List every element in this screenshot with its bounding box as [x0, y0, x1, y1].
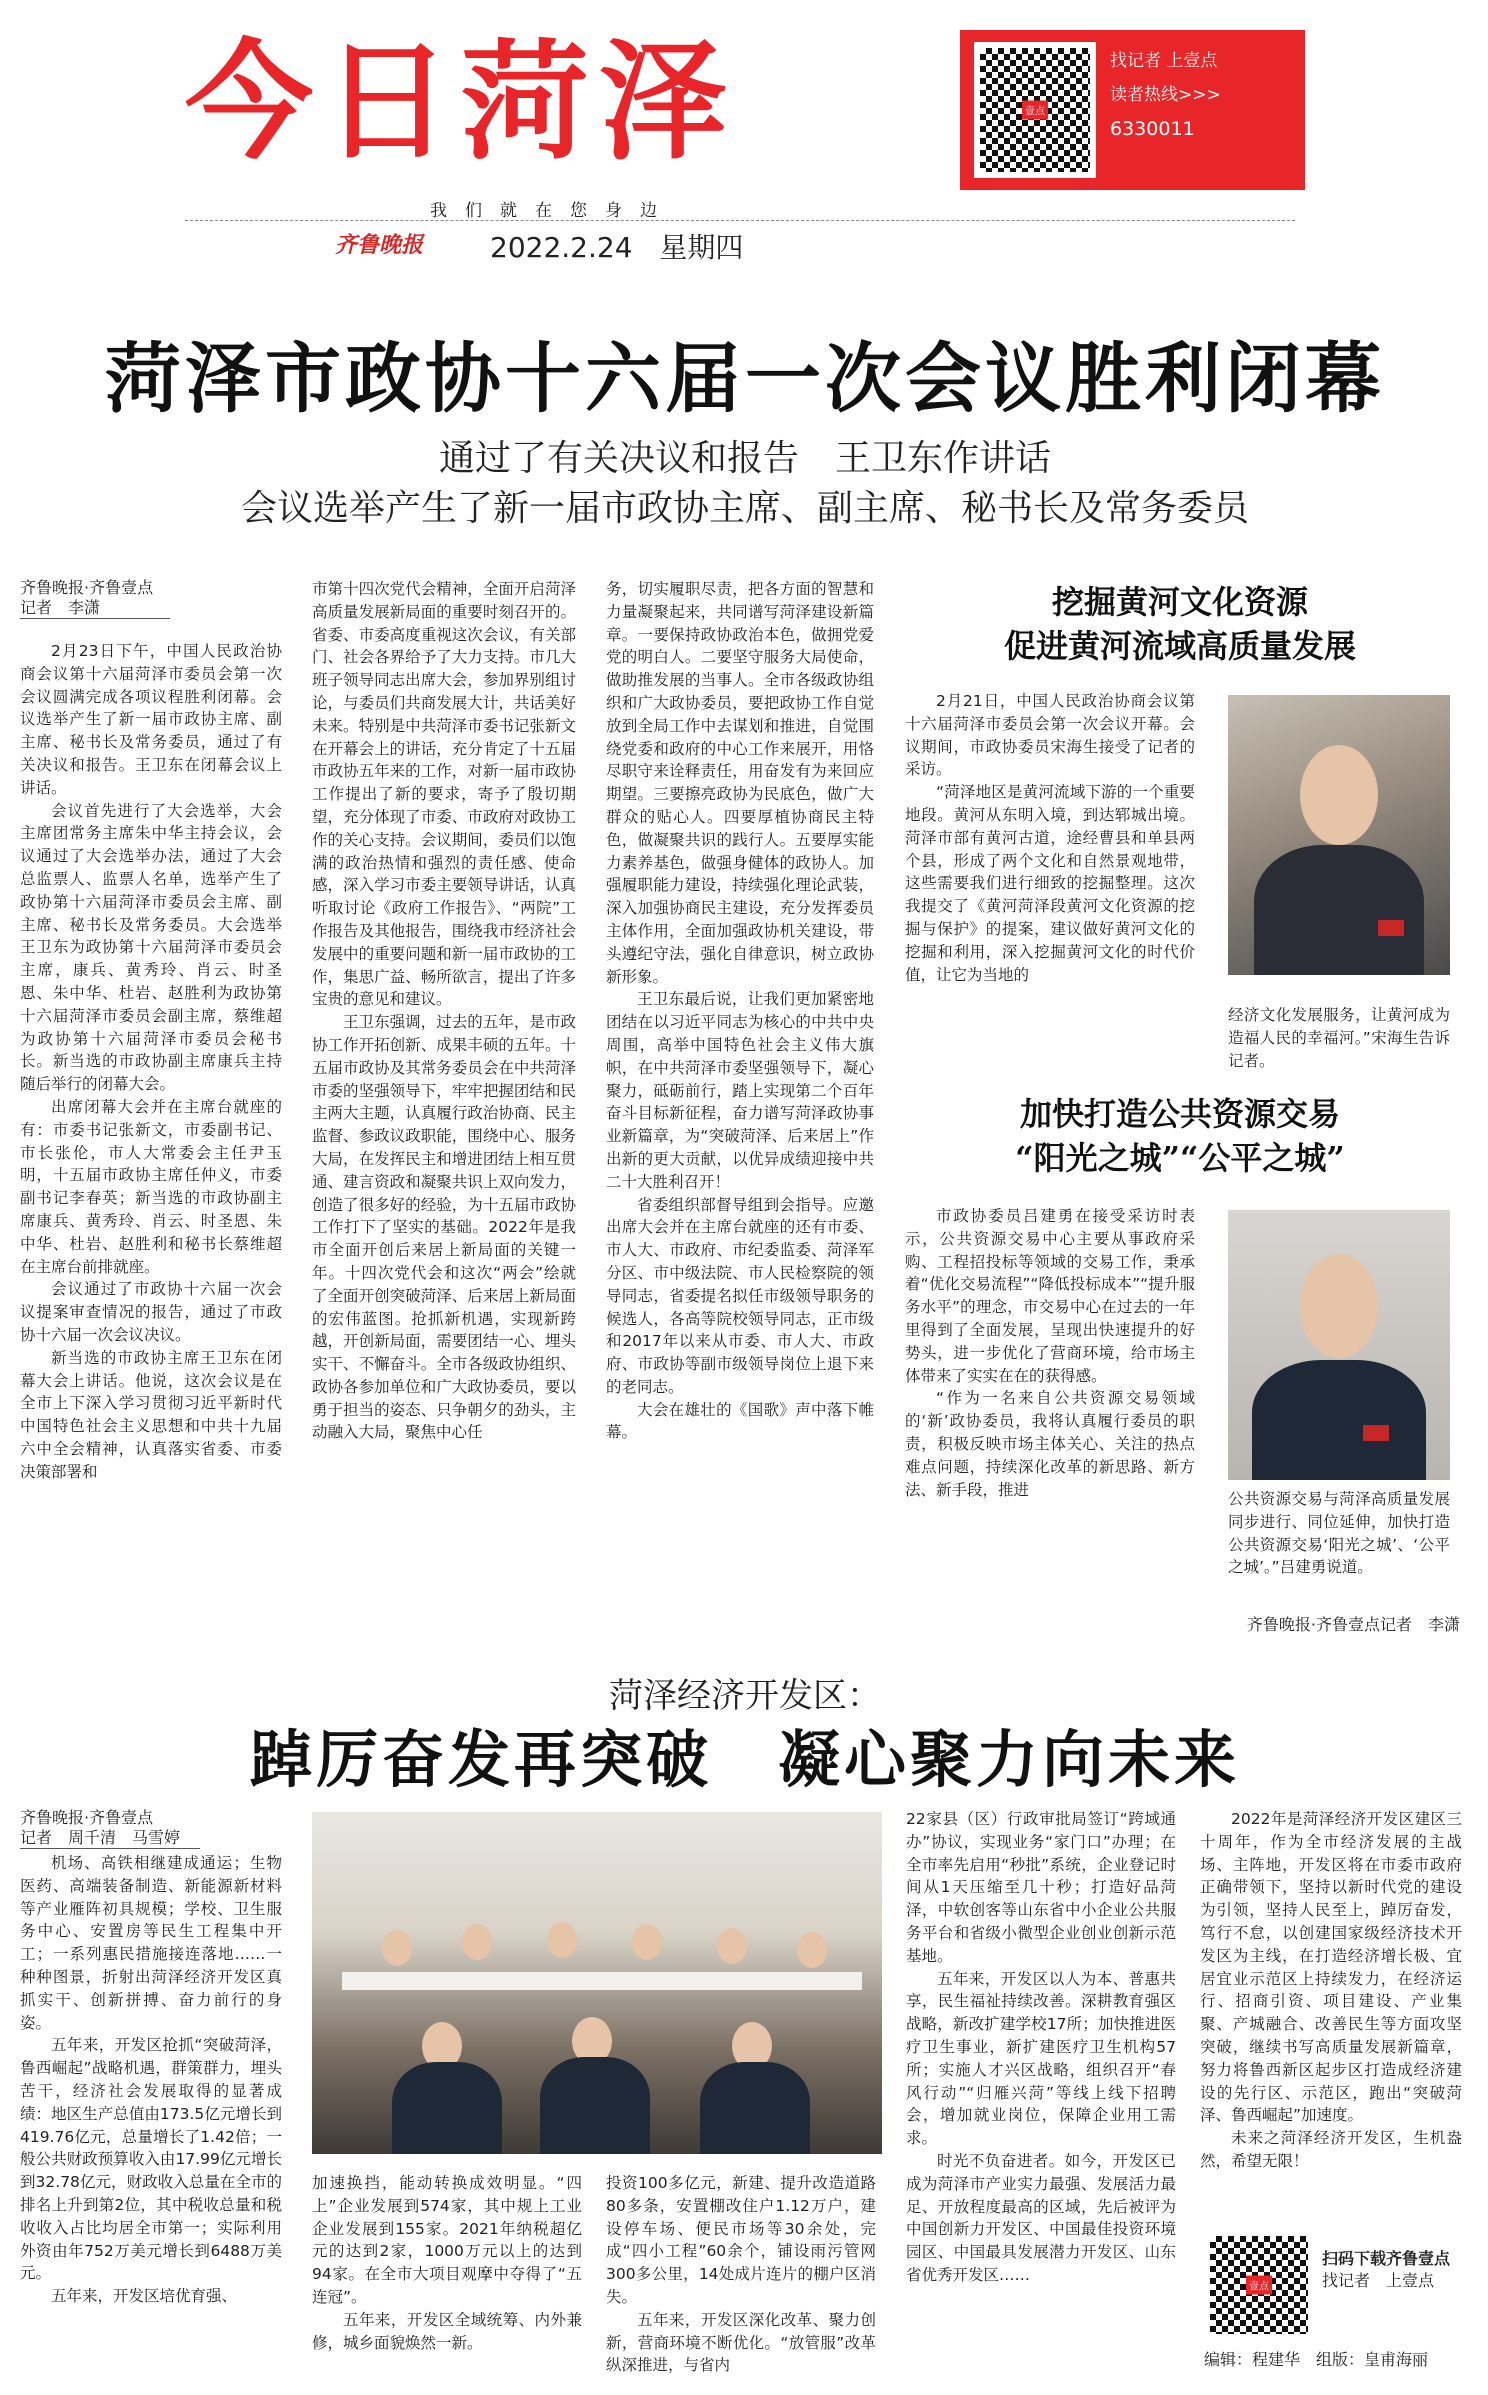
second-paragraph: 五年来，开发区全域统筹、内外兼修，城乡面貌焕然一新。 [312, 2310, 582, 2352]
side1-headline-line1: 挖掘黄河文化资源 [1051, 583, 1308, 621]
newspaper-brand: 齐鲁晚报 [335, 232, 424, 258]
lead-paragraph: 市第十四次党代会精神，全面开启菏泽高质量发展新局面的重要时刻召开的。省委、市委高度重视这次会议，有关部门、社会各界给予了大力支持。市几大班子领导同志出席大会，参加界别组讨论，与委员们共商发展大计，共话美好未来。特别是中共菏泽市委书记张新文在开幕会上的讲话，充分肯定了十五届市政协五年来的工作，对新一届市政协工作提出了新的要求，寄予了殷切期望，充分体现了市委、市政府对政协工作的关心支持。会议期间，委员们以饱满的政治热情和强烈的责任感、使命感，深入学习市委主要领导讲话，认真听取讨论《政府工作报告》、“两院”工作报告及其他报告，围绕我市经济社会发展中的重要问题和新一届市政协的工作，集思广益、畅所欲言，提出了许多宝贵的意见和建议。 [312, 580, 576, 1009]
second-paragraph: 22家县（区）行政审批局签订“跨域通办”协议，实现业务“家门口”办理；在全市率先启用“秒批”系统，企业登记时间从1天压缩至几十秒；打造好品菏泽，中软创客等山东省中小企业公共服务平台和省级小微型企业创业创新示范基地。 [906, 1810, 1176, 1965]
second-paragraph: 加速换挡，能动转换成效明显。“四上”企业发展到574家，其中规上工业企业发展到155家。2021年纳税超亿元的达到2家，1000万元以上的达到94家。在全市大项目观摩中夺得了“五连冠”。 [312, 2174, 582, 2306]
lead-paragraph: 王卫东强调，过去的五年，是市政协工作开拓创新、成果丰硕的五年。十五届市政协及其常务委员会在中共菏泽市委的坚强领导下，牢牢把握团结和民主两大主题，认真履行政治协商、民主监督、参政议政职能，围绕中心、服务大局，在发挥民主和增进团结上相互贯通、建言资政和凝聚共识上双向发力，创造了很多好的经验，为十五届市政协工作打下了坚实的基础。2022年是我市全面开创后来居上新局面的关键一年。十四次党代会和这次“两会”绘就了全面开创突破菏泽、后来居上新局面的宏伟蓝图。抢抓新机遇，实现新跨越，开创新局面，需要团结一心、埋头实干、不懈奋斗。全市各级政协组织、政协各参加单位和广大政协委员，要以勇于担当的姿态、只争朝夕的劲头，主动融入大局，聚焦中心任 [312, 1013, 576, 1442]
side1-headline-line2: 促进黄河流域高质量发展 [1003, 627, 1356, 665]
lead-paragraph: 会议首先进行了大会选举，大会主席团常务主席朱中华主持会议，会议通过了大会选举办法，通过了大会总监票人、监票人名单，选举产生了政协第十六届菏泽市委员会主席、副主席、秘书长及常务委员。大会选举王卫东为政协第十六届菏泽市委员会主席，康兵、黄秀玲、肖云、时圣恩、朱中华、杜岩、赵胜利为政协第十六届菏泽市委员会副主席，蔡维超为政协第十六届菏泽市委员会秘书长。新当选的市政协副主席康兵主持随后举行的闭幕大会。 [20, 801, 282, 1094]
side2-portrait-photo [1228, 1210, 1450, 1480]
attendee-head [382, 1930, 412, 1966]
side2-body [905, 1205, 1195, 1585]
second-byline [20, 1808, 280, 1849]
qr-line-reporter: 找记者 上壹点 [1110, 51, 1218, 71]
lead-paragraph: 王卫东最后说，让我们更加紧密地团结在以习近平同志为核心的中共中央周围，高举中国特色社会主义伟大旗帜，在中共菏泽市委坚强领导下，凝心聚力，砥砺前行，踏上实现第二个百年奋斗目标新征程，奋力谱写菏泽政协事业新篇章，为“突破菏泽、后来居上”作出新的更大贡献，以优异成绩迎接中共二十大胜利召开！ [606, 990, 874, 1191]
second-byline-reporters: 记者 周千清 马雪婷 [20, 1828, 200, 1849]
lead-byline-outlet: 齐鲁晚报·齐鲁壹点 [20, 578, 154, 597]
side1-caption: 经济文化发展服务，让黄河成为造福人民的幸福河。”宋海生告诉记者。 [1228, 1006, 1450, 1070]
qr-code[interactable] [974, 42, 1096, 178]
page-editors: 编辑：程建华 组版：皇甫海丽 [1204, 2350, 1429, 2369]
lead-paragraph: 务，切实履职尽责，把各方面的智慧和力量凝聚起来，共同谱写菏泽建设新篇章。一要保持政协政治本色，做拥党爱党的明白人。二要坚守服务大局使命，做助推发展的当事人。全市各级政协组织和广大政协委员，要把政协工作自觉放到全局工作中去谋划和推进，自觉围绕党委和政府的中心工作来展开，用恪尽职守来诠释责任，用奋发有为来回应期望。三要擦亮政协为民底色，做广大群众的贴心人。四要厚植协商民主特色，做凝聚共识的践行人。五要厚实能力素养基色，做强身健体的政协人。加强履职能力建设，持续强化理论武装，深入加强协商民主建设，充分发挥委员主体作用，全面加强政协机关建设，带头遵纪守法，强化自律意识，树立政协新形象。 [606, 580, 874, 986]
issue-weekday: 星期四 [659, 231, 744, 264]
side2-caption: 公共资源交易与菏泽高质量发展同步进行、同位延伸，加快打造公共资源交易‘阳光之城’、‘公平之城’。”吕建勇说道。 [1228, 1490, 1450, 1577]
side2-headline-line2: “阳光之城”“公平之城” [1015, 1139, 1345, 1177]
delegate-badge [1363, 1425, 1389, 1441]
side1-headline [900, 580, 1460, 668]
attendee-head [632, 1924, 662, 1960]
masthead-slogan: 我们就在您身边 [430, 201, 675, 221]
lead-paragraph: 会议通过了市政协十六届一次会议提案审查情况的报告，通过了市政协十六届一次会议决议。 [20, 1280, 282, 1344]
lead-paragraph: 2月23日下午，中国人民政治协商会议第十六届菏泽市委员会第一次会议圆满完成各项议程胜利闭幕。会议选举产生了新一届市政协主席、副主席、秘书长及常务委员，通过了有关决议和报告。王卫东在闭幕会议上讲话。 [20, 642, 282, 797]
side2-headline [900, 1092, 1460, 1180]
second-paragraph: 投资100多亿元，新建、提升改造道路80多条，安置棚改住户1.12万户，建设停车场、便民市场等30余处，完成“四小工程”60余个，铺设雨污管网300多公里，14处成片连片的棚户区消失。 [606, 2174, 876, 2306]
side1-portrait-photo [1228, 695, 1450, 975]
side2-headline-line1: 加快打造公共资源交易 [1019, 1095, 1340, 1133]
second-paragraph: 五年来，开发区培优育强、 [51, 2287, 238, 2306]
issue-date: 2022.2.24 [490, 231, 633, 264]
side1-paragraph: 2月21日，中国人民政治协商会议第十六届菏泽市委员会第一次会议开幕。会议期间，市政协委员宋海生接受了记者的采访。 [905, 692, 1195, 779]
lead-headline: 菏泽市政协十六届一次会议胜利闭幕 [105, 334, 1385, 423]
lead-column-1 [20, 640, 282, 1600]
second-paragraph: 时光不负奋进者。如今，开发区已成为菏泽市产业实力最强、发展活力最足、开放程度最高的区域，先后被评为中国创新力开发区、中国最佳投资环境园区、中国最具发展潜力开发区、山东省优秀开发区…… [906, 2151, 1176, 2284]
delegate-badge [1378, 920, 1404, 936]
lead-column-2 [312, 578, 576, 1600]
lead-paragraph: 省委组织部督导组到会指导。应邀出席大会并在主席台就座的还有市委、市人大、市政府、市纪委监委、菏泽军分区、市中级法院、市人民检察院的领导同志，省委提名拟任市级领导职务的候选人，各高等院校领导同志，正市级和2017年以来从市委、市人大、市政府、市政协等副市级领导岗位上退下来的老同志。 [606, 1195, 874, 1396]
second-headline: 踔厉奋发再突破 凝心聚力向未来 [249, 1723, 1240, 1796]
lead-column-3 [606, 578, 874, 1600]
issue-dateline [490, 226, 743, 266]
second-paragraph: 五年来，开发区深化改革、聚力创新，营商环境不断优化。“放管服”改革纵深推进，与省内 [606, 2310, 876, 2375]
scan-download-text [1322, 2248, 1450, 2292]
second-column-2 [312, 2172, 582, 2382]
second-paragraph: 五年来，开发区抢抓“突破菏泽，鲁西崛起”战略机遇，群策群力，埋头苦干，经济社会发展取得的显著成绩：地区生产总值由173.5亿元增长到419.76亿元，总量增长了1.42倍；一般公共财政预算收入由17.99亿元增长到32.78亿元，财政收入总量在全市的排名上升到第2位，其中税收总量和税收收入占比均居全市第一；实际利用外资由年752万美元增长到6488万美元。 [20, 2036, 282, 2283]
attendee-head [547, 1922, 577, 1958]
lead-paragraph: 大会在雄壮的《国歌》声中落下帷幕。 [606, 1400, 874, 1442]
portrait-face [1300, 1254, 1378, 1358]
meeting-table [342, 1972, 862, 1990]
second-column-3 [606, 2172, 876, 2382]
masthead-title: 今日菏泽 [185, 28, 738, 177]
second-column-5 [1200, 1808, 1462, 2208]
app-download-qr-code[interactable] [1204, 2230, 1314, 2340]
attendee-body [392, 2062, 502, 2154]
scan-download-line1: 扫码下载齐鲁壹点 [1322, 2249, 1451, 2268]
second-column-4 [906, 1808, 1176, 2382]
lead-subhead-2: 会议选举产生了新一届市政协主席、副主席、秘书长及常务委员 [240, 488, 1249, 529]
scan-download-line2: 找记者 上壹点 [1322, 2271, 1435, 2290]
second-paragraph: 五年来，开发区以人为本、普惠共享，民生福祉持续改善。深耕教育强区战略，新改扩建学校17所；加快推进医疗卫生事业，新扩建医疗卫生机构57所；实施人才兴区战略，组织召开“春风行动”“归雁兴菏”等线上线下招聘会，增加就业岗位，保障企业用工需求。 [906, 1969, 1176, 2148]
portrait-jacket [1252, 1360, 1426, 1480]
qr-line-phone: 6330011 [1110, 118, 1195, 140]
attendee-body [700, 2062, 810, 2154]
second-paragraph: 机场、高铁相继建成通运；生物医药、高端装备制造、新能源新材料等产业雁阵初具规模；学校、卫生服务中心、安置房等民生工程集中开工；一系列惠民措施接连落地……一种种图景，折射出菏泽经济开发区真抓实干、创新拼搏、奋力前行的身姿。 [20, 1854, 282, 2032]
portrait-face [1300, 745, 1378, 845]
attendee-head [717, 1928, 747, 1964]
side2-byline: 齐鲁晚报·齐鲁壹点记者 李潇 [1246, 1615, 1460, 1634]
lead-subhead-1: 通过了有关决议和报告 王卫东作讲话 [438, 438, 1051, 479]
qr-line-hotline: 读者热线>>> [1110, 85, 1221, 105]
lead-byline [20, 578, 280, 619]
second-paragraph: 2022年是菏泽经济开发区建区三十周年，作为全市经济发展的主战场、主阵地，开发区将在市委市政府正确带领下，坚持以新时代党的建设为引领，坚持人民至上，踔厉奋发，笃行不怠，以创建国家级经济技术开发区为主线，在打造经济增长极、宜居宜业示范区上持续发力，在经济运行、招商引资、项目建设、产业集聚、产城融合、改善民生等方面攻坚突破，继续书写高质量发展新篇章，努力将鲁西新区起步区打造成经济建设的先行区、示范区，跑出“突破菏泽、鲁西崛起”加速度。 [1200, 1810, 1462, 2125]
second-paragraph: 未来之菏泽经济开发区，生机盎然，希望无限！ [1200, 2129, 1462, 2170]
qr-logo: 壹点 [1022, 101, 1048, 120]
lead-byline-reporter: 记者 李潇 [20, 598, 170, 619]
portrait-suit [1254, 845, 1424, 975]
attendee-body [540, 2057, 650, 2154]
masthead-divider [185, 220, 1295, 221]
lead-paragraph: 新当选的市政协主席王卫东在闭幕大会上讲话。他说，这次会议是在全市上下深入学习贯彻习近平新时代中国特色社会主义思想和中共十九届六中全会精神，认真落实省委、市委决策部署和 [20, 1348, 282, 1481]
second-column-1 [20, 1852, 282, 2382]
second-kicker: 菏泽经济开发区： [609, 1676, 881, 1716]
side2-paragraph: 市政协委员吕建勇在接受采访时表示，公共资源交易中心主要从事政府采购、工程招投标等领域的交易工作，秉承着“优化交易流程”“降低投标成本”“提升服务水平”的理念，市交易中心在过去的一年里得到了全面发展，呈现出快速提升的好势头，进一步优化了营商环境，给市场主体带来了实实在在的获得感。 [905, 1207, 1195, 1385]
lead-paragraph: 出席闭幕大会并在主席台就座的有：市委书记张新文，市委副书记、市长张伦，市人大常委会主任尹玉明，十五届市政协主席任仲义，市委副书记李春英；新当选的市政协副主席康兵、黄秀玲、肖云、时圣恩、朱中华、杜岩、赵胜利和秘书长蔡维超在主席台前排就座。 [20, 1097, 282, 1276]
attendee-head [462, 1924, 492, 1960]
second-byline-outlet: 齐鲁晚报·齐鲁壹点 [20, 1808, 154, 1827]
meeting-photo [312, 1812, 882, 2154]
masthead-qr-panel [960, 30, 1305, 190]
side2-paragraph: “作为一名来自公共资源交易领域的‘新’政协委员，我将认真履行委员的职责，积极反映市场主体关心、关注的热点难点问题，持续深化改革的新思路、新方法、新手段，推进 [905, 1389, 1195, 1499]
side1-paragraph: “菏泽地区是黄河流域下游的一个重要地段。黄河从东明入境，到达郓城出境。菏泽市部有黄河古道，途经曹县和单县两个县，形成了两个文化和自然景观地带，这些需要我们进行细致的挖掘整理。这次我提交了《黄河菏泽段黄河文化资源的挖掘与保护》的提案，建议做好黄河文化的挖掘和利用，深入挖掘黄河文化的时代价值，让它为当地的 [905, 783, 1195, 984]
side1-body [905, 690, 1195, 1066]
attendee-head [797, 1932, 827, 1968]
qr-logo: 壹点 [1246, 2276, 1272, 2295]
